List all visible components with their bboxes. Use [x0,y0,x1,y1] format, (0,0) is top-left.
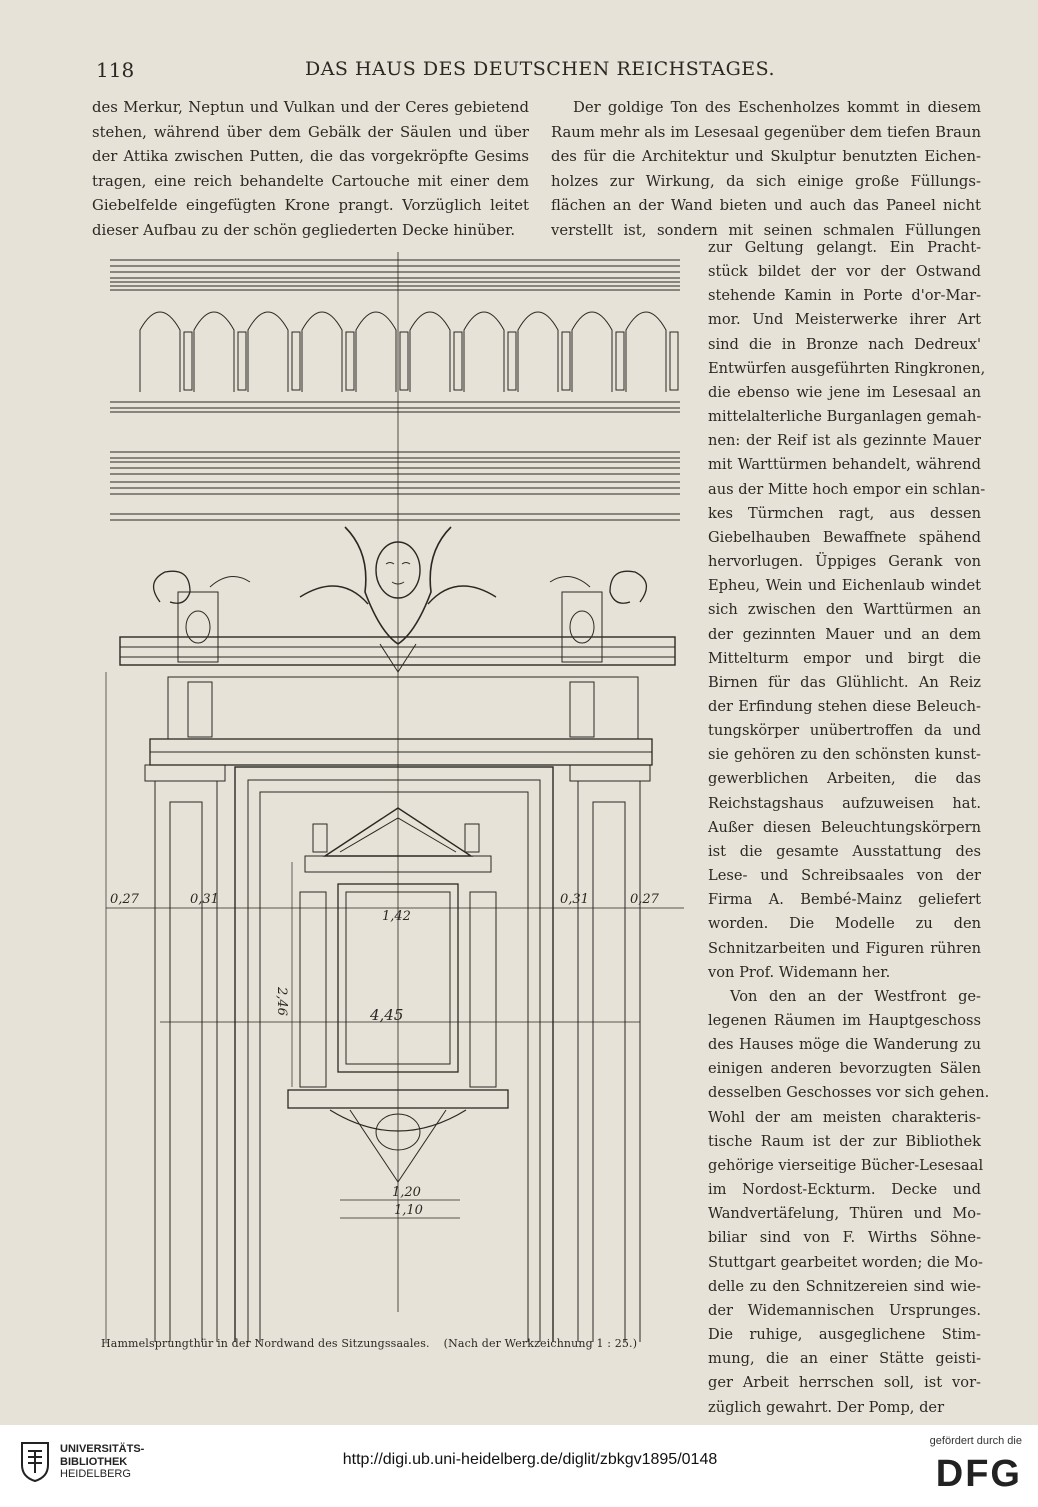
text-line: Lese- und Schreibsaales von der [708,867,981,885]
dim-right-outer: 0,27 [630,892,659,907]
left-pilaster [140,765,232,1342]
dim-right-inner: 0,31 [560,892,589,907]
capitals [178,592,602,662]
arcade-frieze [140,312,678,392]
text-line: einigen anderen bevorzugten Sälen [708,1060,981,1078]
text-line: Von den an der Westfront ge- [730,987,981,1005]
baluster [400,332,408,390]
entablature [120,637,675,765]
text-line: stehende Kamin in Porte d'or-Mar- [708,287,981,305]
text-line: züglich gewahrt. Der Pomp, der [708,1398,945,1416]
text-line: Giebelhauben Bewaffnete spähend [708,528,981,546]
text-line: hervorlugen. Üppiges Gerank von [708,553,981,571]
text-line: kes Türmchen ragt, aus dessen [708,504,981,522]
text-line: Die ruhige, ausgeglichene Stim- [708,1326,981,1344]
text-line: ist die gesamte Ausstattung des [708,842,981,860]
arcade-arch [248,312,288,392]
text-line: Stuttgart gearbeitet worden; die Mo- [708,1253,983,1271]
text-line: delle zu den Schnitzereien sind wie- [708,1277,981,1295]
text-line: Außer diesen Beleuchtungskörpern [708,818,981,836]
dim-top-width: 1,42 [382,909,411,924]
text-line: der Attika zwischen Putten, die das vorgekröpfte Gesims [92,148,529,166]
text-line: dieser Aufbau zu der schön gegliederten Decke hinüber. [92,221,516,239]
text-line: der Erfindung stehen diese Beleuch- [708,697,981,715]
baluster [562,332,570,390]
right-column-top [551,96,981,244]
text-line: zur Geltung gelangt. Ein Pracht- [708,239,981,256]
text-line: aus der Mitte hoch empor ein schlan- [708,480,986,498]
text-line: legenen Räumen im Hauptgeschoss [708,1012,981,1029]
baluster [292,332,300,390]
right-column-main [708,236,990,1420]
text-line: mor. Und Meisterwerke ihrer Art [708,311,981,329]
dfg-logo: DFG [935,1453,1022,1495]
dim-left-inner: 0,31 [190,892,219,907]
cornice-lines [110,260,680,520]
dim-lower-a: 1,20 [392,1185,421,1200]
text-line: der Widemannischen Ursprunges. [708,1301,981,1319]
text-line: die ebenso wie jene im Lesesaal an [708,383,981,401]
arcade-arch [410,312,450,392]
library-line-3: HEIDELBERG [60,1468,131,1480]
text-line: stehen, während über dem Gebälk der Säulen und über [92,123,529,141]
text-line: tische Raum ist der zur Bibliothek [708,1132,981,1150]
text-line: stück bildet der vor der Ostwand [708,263,981,281]
text-line: Schnitzarbeiten und Figuren rühren [708,939,981,957]
text-line: flächen an der Wand bieten und auch das Paneel nicht [551,197,981,215]
text-line: Giebelfelde eingefügten Krone prangt. Vorzüglich leitet [92,197,529,215]
text-line: nen: der Reif ist als gezinnte Mauer [708,432,981,450]
arcade-arch [140,312,180,392]
arcade-arch [572,312,612,392]
baluster [238,332,246,390]
baluster [184,332,192,390]
page-header [0,58,1038,88]
baluster [616,332,624,390]
funding-label: gefördert durch die [929,1435,1022,1447]
text-line: desselben Geschosses vor sich gehen. [708,1084,990,1102]
arcade-arch [464,312,504,392]
text-line: von Prof. Widemann her. [708,963,891,981]
baluster [670,332,678,390]
arcade-arch [518,312,558,392]
running-title: DAS HAUS DES DEUTSCHEN REICHSTAGES. [304,58,776,80]
arcade-arch [194,312,234,392]
caption-title: Hammelsprungthür in der Nordwand des Sitzungssaales. [101,1337,430,1350]
text-line: Firma A. Bembé-Mainz geliefert [708,891,981,909]
text-line: des Merkur, Neptun und Vulkan und der Ceres gebietend [92,99,529,116]
dim-height: 2,46 [274,987,289,1016]
university-seal-icon [18,1439,52,1483]
arcade-arch [626,312,666,392]
text-line: holzes zur Wirkung, da sich einige große Füllungs- [551,172,981,190]
door-frame [235,767,553,1342]
text-line: tungskörper unübertroffen da und [708,722,981,740]
text-line: verstellt ist, sondern mit seinen schmalen Füllungen [551,221,981,239]
footer-bar [0,1425,1038,1507]
text-line: des für die Architektur und Skulptur benutzten Eichen- [551,148,981,166]
text-line: Reichstagshaus aufzuweisen hat. [708,794,981,812]
text-line: Der goldige Ton des Eschenholzes kommt in diesem [573,99,981,116]
text-line: Birnen für das Glühlicht. An Reiz [708,673,981,691]
text-line: Wandvertäfelung, Thüren und Mo- [708,1205,981,1223]
text-line: worden. Die Modelle zu den [708,915,981,933]
text-line: der gezinnten Mauer und an dem [708,625,981,643]
text-line: ger Arbeit herrschen soll, ist vor- [708,1374,981,1392]
baluster [454,332,462,390]
dim-total-width: 4,45 [370,1006,404,1024]
door-elevation-drawing [100,252,690,1342]
baluster [508,332,516,390]
text-line: sie gehören zu den schönsten kunst- [708,746,981,764]
arcade-arch [356,312,396,392]
text-line: mung, die an einer Stätte geisti- [708,1350,981,1368]
text-line: Raum mehr als im Lesesaal gegenüber dem tiefen Braun [551,123,981,141]
page-number: 118 [96,58,135,82]
arcade-arch [302,312,342,392]
text-line: mittelalterliche Burganlagen gemah- [708,408,982,426]
dim-left-outer: 0,27 [110,892,139,907]
text-line: Mittelturm empor und birgt die [708,649,981,667]
text-line: im Nordost-Eckturm. Decke und [708,1181,981,1199]
right-pilaster [563,765,655,1342]
text-line: biliar sind von F. Wirths Söhne- [708,1229,981,1247]
dim-lower-b: 1,10 [394,1203,423,1218]
text-line: Entwürfen ausgeführten Ringkronen, [708,359,986,377]
source-url[interactable]: http://digi.ub.uni-heidelberg.de/diglit/zbkgv1895/0148 [342,1451,718,1468]
text-line: Wohl der am meisten charakteris- [708,1108,981,1126]
text-line: Epheu, Wein und Eichenlaub windet [708,577,981,595]
text-line: tragen, eine reich behandelte Cartouche mit einer dem [92,172,529,190]
library-name [60,1443,144,1481]
library-line-2: BIBLIOTHEK [60,1455,128,1468]
upper-pilaster-panels [188,682,594,737]
library-line-1: UNIVERSITÄTS- [60,1443,145,1455]
text-line: gehörige vierseitige Bücher-Lesesaal [708,1156,984,1174]
left-column-top [92,96,529,244]
baluster [346,332,354,390]
text-line: gewerblichen Arbeiten, die das [708,770,981,788]
caption-note: (Nach der Werkzeichnung 1 : 25.) [443,1337,638,1350]
text-line: sich zwischen den Warttürmen an [708,601,981,619]
text-line: sind die in Bronze nach Dedreux' [708,335,981,353]
text-line: mit Warttürmen behandelt, während [708,456,981,474]
figure-caption [101,1337,637,1350]
text-line: des Hauses möge die Wanderung zu [708,1036,981,1054]
